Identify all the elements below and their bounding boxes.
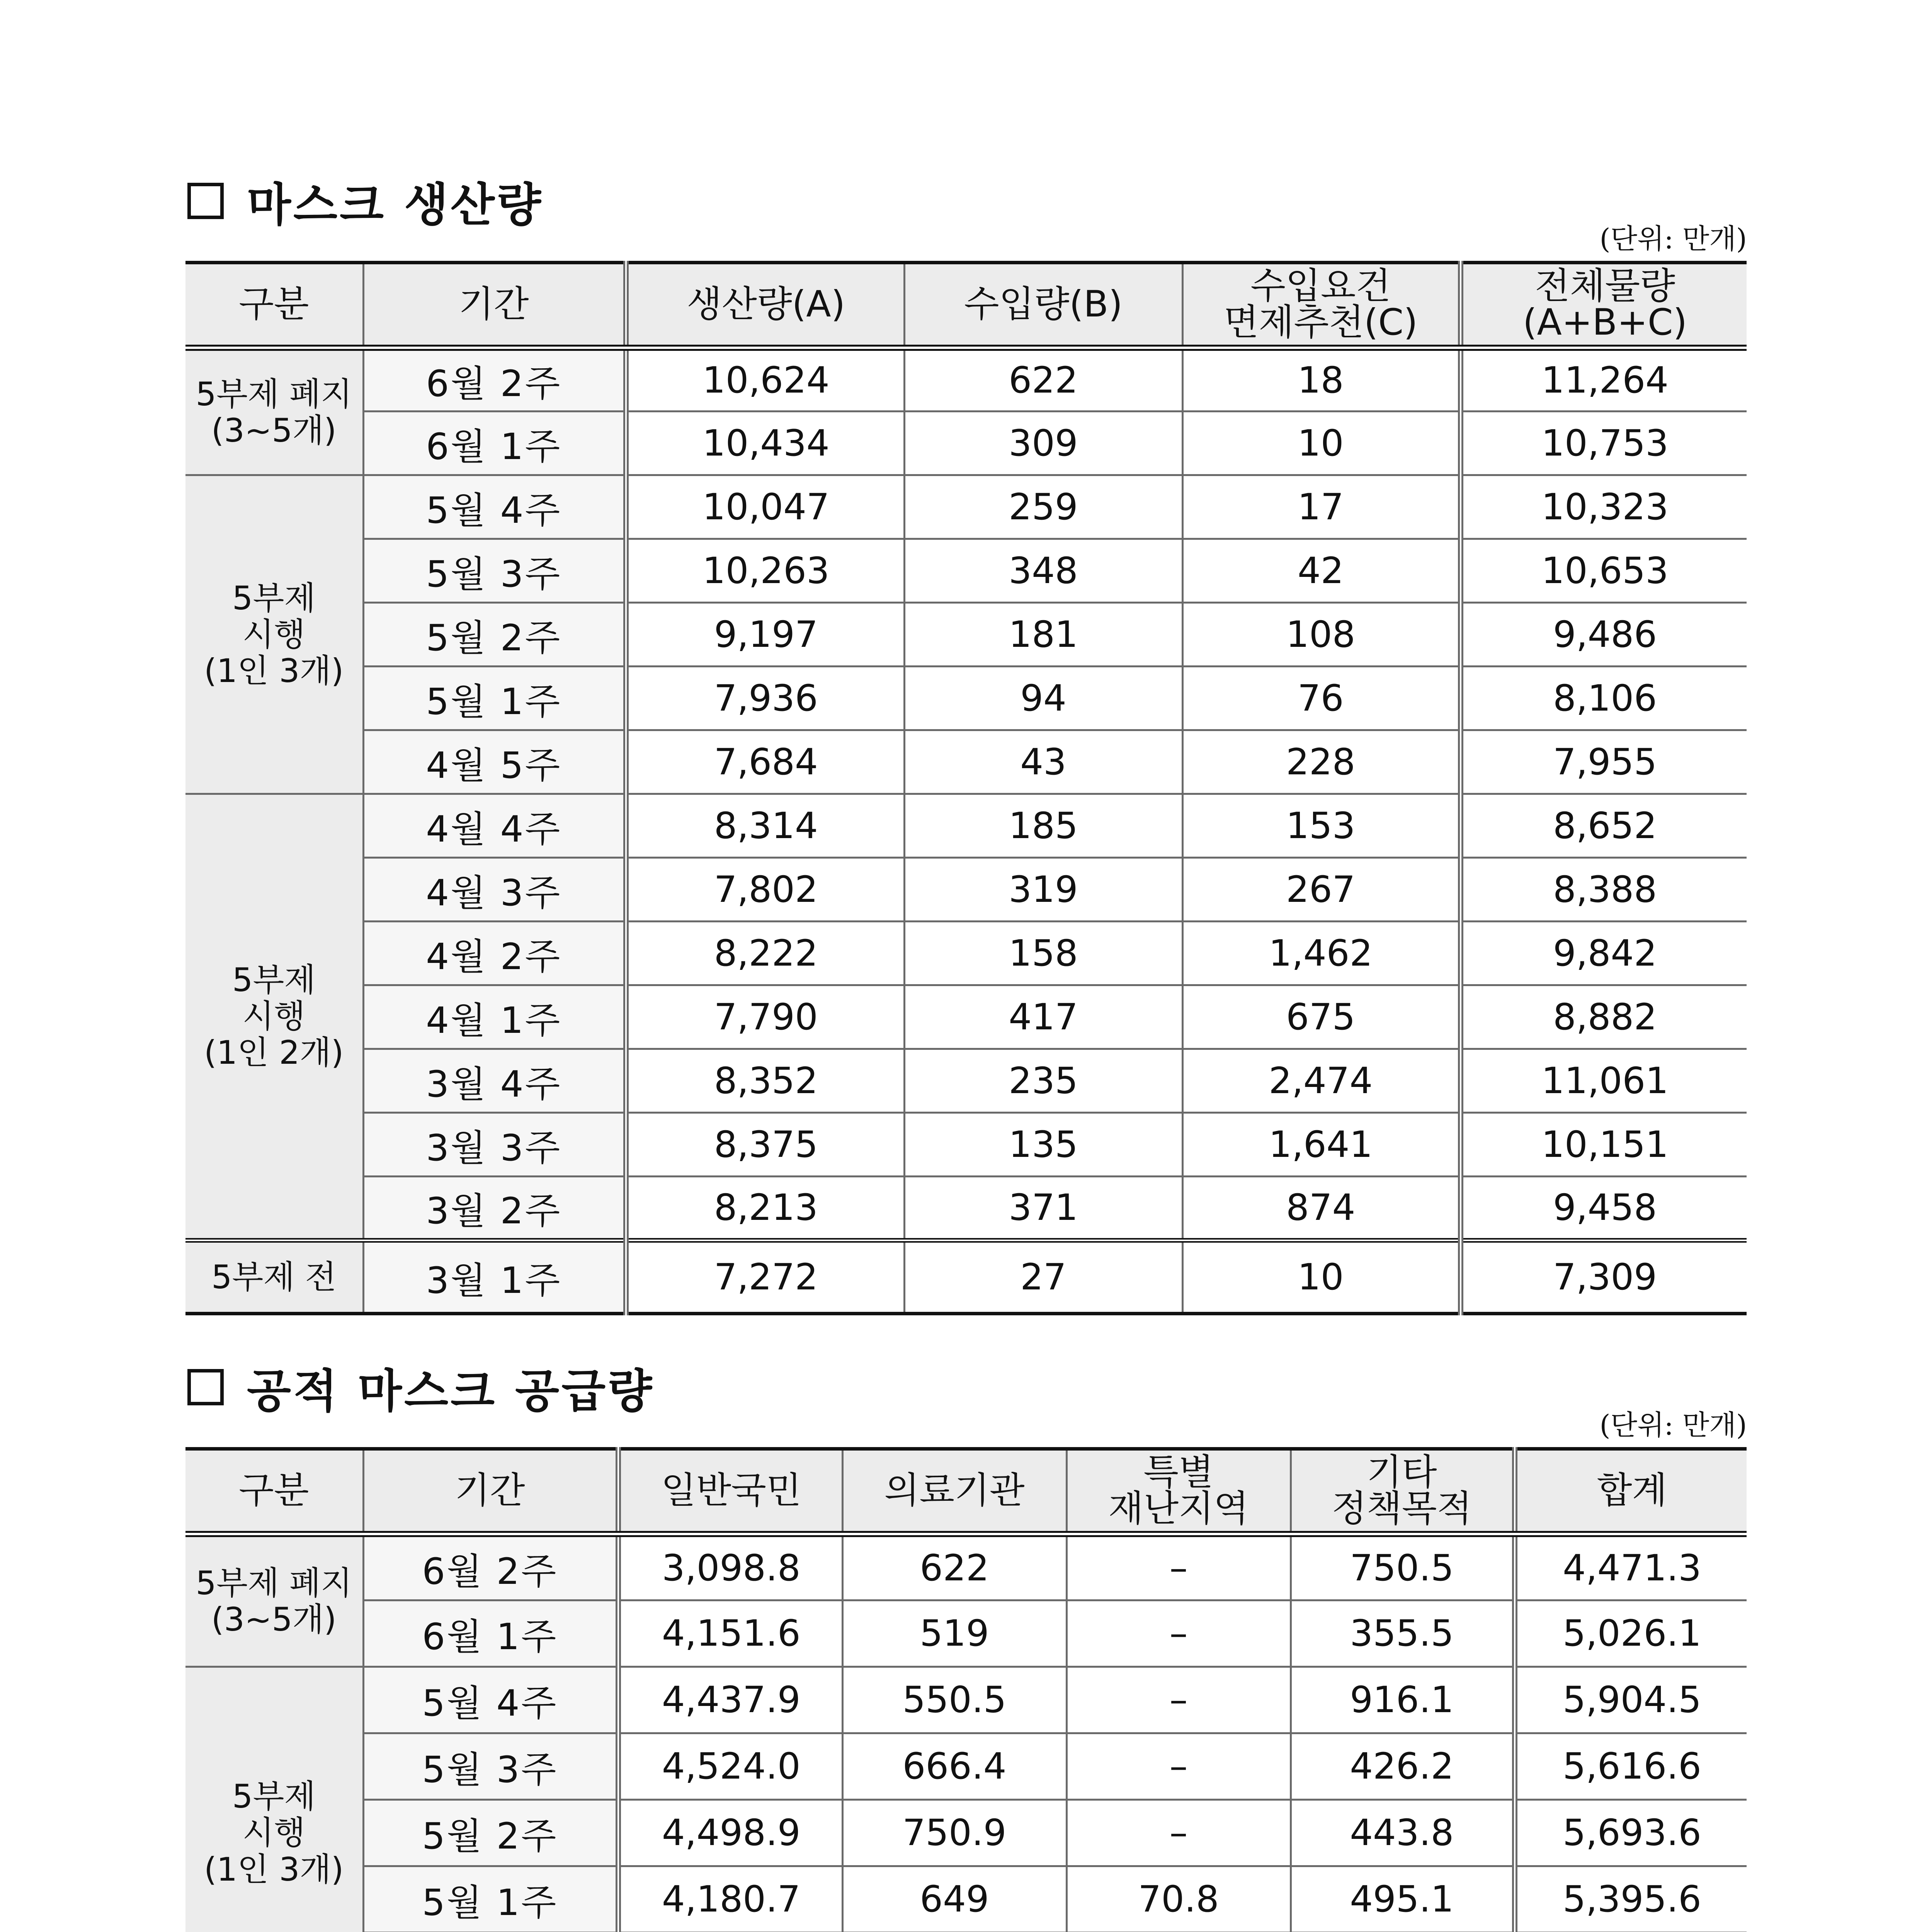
period-cell: 5월 3주 <box>363 1733 618 1800</box>
column-header-line: 면제추천(C) <box>1223 301 1418 344</box>
group-label-line: 5부제 <box>232 961 316 999</box>
value-cell: 7,684 <box>626 730 904 794</box>
value-cell: 443.8 <box>1291 1800 1515 1866</box>
column-header <box>1461 263 1747 348</box>
value-cell: 7,955 <box>1461 730 1747 794</box>
column-header-line: 수입요건 <box>1250 265 1391 307</box>
period-cell: 4월 4주 <box>363 794 626 858</box>
column-header: 합계 <box>1515 1449 1747 1534</box>
value-cell: 1,462 <box>1182 922 1461 985</box>
value-cell: 4,471.3 <box>1515 1534 1747 1600</box>
table-row <box>185 1600 1747 1667</box>
period-cell: 5월 2주 <box>363 603 626 667</box>
value-cell: 622 <box>842 1534 1067 1600</box>
value-cell: 9,458 <box>1461 1177 1747 1240</box>
table-row <box>185 348 1747 412</box>
value-cell: 348 <box>904 539 1182 603</box>
value-cell: 1,641 <box>1182 1113 1461 1177</box>
period-cell: 5월 1주 <box>363 667 626 730</box>
value-cell: 7,272 <box>626 1240 904 1314</box>
table-row <box>185 603 1747 667</box>
value-cell: 9,486 <box>1461 603 1747 667</box>
value-cell: 10 <box>1182 1240 1461 1314</box>
group-label-line: 5부제 전 <box>211 1258 337 1296</box>
public-supply-table <box>185 1447 1747 1932</box>
value-cell: 666.4 <box>842 1733 1067 1800</box>
value-cell: 42 <box>1182 539 1461 603</box>
value-cell: 8,375 <box>626 1113 904 1177</box>
value-cell: – <box>1067 1600 1291 1667</box>
table-row <box>185 412 1747 475</box>
value-cell: 7,936 <box>626 667 904 730</box>
column-header: 기간 <box>363 263 626 348</box>
value-cell: 519 <box>842 1600 1067 1667</box>
column-header: 기간 <box>363 1449 618 1534</box>
period-cell: 5월 2주 <box>363 1800 618 1866</box>
table-row <box>185 922 1747 985</box>
value-cell: 4,180.7 <box>618 1866 842 1932</box>
value-cell: 76 <box>1182 667 1461 730</box>
column-header-line: 정책목적 <box>1332 1487 1472 1530</box>
unit-note: (단위: 만개) <box>1599 1409 1747 1441</box>
value-cell: 8,106 <box>1461 667 1747 730</box>
value-cell: 874 <box>1182 1177 1461 1240</box>
value-cell: 108 <box>1182 603 1461 667</box>
value-cell: 4,498.9 <box>618 1800 842 1866</box>
value-cell: 675 <box>1182 985 1461 1049</box>
value-cell: 750.9 <box>842 1800 1067 1866</box>
period-cell: 4월 1주 <box>363 985 626 1049</box>
period-cell: 6월 1주 <box>363 412 626 475</box>
value-cell: 9,842 <box>1461 922 1747 985</box>
value-cell: 8,314 <box>626 794 904 858</box>
checkbox-square-icon <box>187 183 224 219</box>
group-label-cell <box>185 1240 363 1314</box>
column-header-line: 전체물량 <box>1534 265 1675 307</box>
value-cell: 750.5 <box>1291 1534 1515 1600</box>
value-cell: 5,693.6 <box>1515 1800 1747 1866</box>
section-title-production <box>187 170 543 232</box>
table-row <box>185 1800 1747 1866</box>
group-label-line: (1인 3개) <box>204 1850 344 1888</box>
value-cell: 2,474 <box>1182 1049 1461 1113</box>
table-row <box>185 539 1747 603</box>
value-cell: 235 <box>904 1049 1182 1113</box>
checkbox-square-icon <box>187 1369 224 1405</box>
value-cell: 17 <box>1182 475 1461 539</box>
period-cell: 5월 4주 <box>363 475 626 539</box>
table-row <box>185 667 1747 730</box>
value-cell: 8,882 <box>1461 985 1747 1049</box>
group-label-line: (1인 3개) <box>204 652 344 690</box>
group-label-cell <box>185 475 363 794</box>
value-cell: 10,263 <box>626 539 904 603</box>
value-cell: 10,653 <box>1461 539 1747 603</box>
period-cell: 6월 2주 <box>363 348 626 412</box>
production-table <box>185 261 1747 1315</box>
value-cell: 309 <box>904 412 1182 475</box>
value-cell: – <box>1067 1733 1291 1800</box>
table-row <box>185 985 1747 1049</box>
group-label-line: 5부제 <box>232 579 316 617</box>
value-cell: 10,151 <box>1461 1113 1747 1177</box>
column-header-line: 재난지역 <box>1108 1487 1249 1530</box>
value-cell: 11,264 <box>1461 348 1747 412</box>
value-cell: 550.5 <box>842 1667 1067 1733</box>
column-header: 일반국민 <box>618 1449 842 1534</box>
value-cell: 259 <box>904 475 1182 539</box>
group-label-cell <box>185 348 363 475</box>
value-cell: – <box>1067 1534 1291 1600</box>
value-cell: 4,437.9 <box>618 1667 842 1733</box>
value-cell: 10,047 <box>626 475 904 539</box>
table-row <box>185 1113 1747 1177</box>
group-label-line: 시행 <box>242 997 305 1036</box>
value-cell: 10 <box>1182 412 1461 475</box>
section-title-text: 마스크 생산량 <box>247 178 544 231</box>
value-cell: 10,323 <box>1461 475 1747 539</box>
value-cell: 4,524.0 <box>618 1733 842 1800</box>
period-cell: 4월 3주 <box>363 858 626 922</box>
group-label-cell <box>185 1667 363 1932</box>
period-cell: 5월 1주 <box>363 1866 618 1932</box>
group-label-line: 5부제 폐지 <box>196 375 352 413</box>
group-label-line: (3~5개) <box>211 1600 337 1639</box>
column-header <box>1291 1449 1515 1534</box>
group-label-line: (1인 2개) <box>204 1034 344 1072</box>
value-cell: 3,098.8 <box>618 1534 842 1600</box>
value-cell: 228 <box>1182 730 1461 794</box>
value-cell: 135 <box>904 1113 1182 1177</box>
group-label-line: 시행 <box>242 1814 305 1852</box>
column-header: 생산량(A) <box>626 263 904 348</box>
table-row <box>185 1177 1747 1240</box>
period-cell: 5월 4주 <box>363 1667 618 1733</box>
column-header: 의료기관 <box>842 1449 1067 1534</box>
value-cell: 70.8 <box>1067 1866 1291 1932</box>
value-cell: 43 <box>904 730 1182 794</box>
table-row <box>185 1733 1747 1800</box>
table-row <box>185 475 1747 539</box>
group-label-line: 5부제 폐지 <box>196 1564 352 1602</box>
value-cell: 4,151.6 <box>618 1600 842 1667</box>
value-cell: 371 <box>904 1177 1182 1240</box>
value-cell: 18 <box>1182 348 1461 412</box>
group-label-line: (3~5개) <box>211 412 337 450</box>
group-label-cell <box>185 1534 363 1667</box>
value-cell: 10,434 <box>626 412 904 475</box>
unit-note: (단위: 만개) <box>1599 223 1747 255</box>
column-header-line: 특별 <box>1143 1451 1214 1493</box>
table-row <box>185 794 1747 858</box>
group-label-cell <box>185 794 363 1240</box>
period-cell: 4월 5주 <box>363 730 626 794</box>
value-cell: 495.1 <box>1291 1866 1515 1932</box>
table-row <box>185 1049 1747 1113</box>
value-cell: 7,790 <box>626 985 904 1049</box>
value-cell: – <box>1067 1667 1291 1733</box>
group-label-line: 시행 <box>242 615 305 653</box>
period-cell: 4월 2주 <box>363 922 626 985</box>
value-cell: 916.1 <box>1291 1667 1515 1733</box>
header-row <box>185 1449 1747 1534</box>
period-cell: 3월 1주 <box>363 1240 626 1314</box>
value-cell: 10,753 <box>1461 412 1747 475</box>
value-cell: 27 <box>904 1240 1182 1314</box>
period-cell: 3월 4주 <box>363 1049 626 1113</box>
table-row <box>185 1667 1747 1733</box>
value-cell: 10,624 <box>626 348 904 412</box>
table-row <box>185 1240 1747 1314</box>
value-cell: 426.2 <box>1291 1733 1515 1800</box>
value-cell: 5,026.1 <box>1515 1600 1747 1667</box>
section-title-public-supply <box>187 1356 654 1418</box>
value-cell: 181 <box>904 603 1182 667</box>
value-cell: 649 <box>842 1866 1067 1932</box>
value-cell: 185 <box>904 794 1182 858</box>
value-cell: 8,388 <box>1461 858 1747 922</box>
value-cell: 94 <box>904 667 1182 730</box>
period-cell: 3월 2주 <box>363 1177 626 1240</box>
value-cell: 355.5 <box>1291 1600 1515 1667</box>
value-cell: 622 <box>904 348 1182 412</box>
period-cell: 3월 3주 <box>363 1113 626 1177</box>
period-cell: 6월 1주 <box>363 1600 618 1667</box>
value-cell: 11,061 <box>1461 1049 1747 1113</box>
group-label-line: 5부제 <box>232 1777 316 1816</box>
column-header: 구분 <box>185 263 363 348</box>
value-cell: 5,616.6 <box>1515 1733 1747 1800</box>
section-title-text: 공적 마스크 공급량 <box>247 1364 655 1418</box>
column-header-line: (A+B+C) <box>1522 301 1687 344</box>
value-cell: 7,802 <box>626 858 904 922</box>
value-cell: 319 <box>904 858 1182 922</box>
header-row <box>185 263 1747 348</box>
value-cell: 7,309 <box>1461 1240 1747 1314</box>
period-cell: 6월 2주 <box>363 1534 618 1600</box>
period-cell: 5월 3주 <box>363 539 626 603</box>
table-row <box>185 858 1747 922</box>
value-cell: 8,352 <box>626 1049 904 1113</box>
table-row <box>185 1534 1747 1600</box>
value-cell: 5,904.5 <box>1515 1667 1747 1733</box>
table-row <box>185 730 1747 794</box>
value-cell: 8,222 <box>626 922 904 985</box>
value-cell: 417 <box>904 985 1182 1049</box>
column-header-line: 기타 <box>1366 1451 1437 1493</box>
column-header: 수입량(B) <box>904 263 1182 348</box>
value-cell: – <box>1067 1800 1291 1866</box>
value-cell: 5,395.6 <box>1515 1866 1747 1932</box>
column-header: 구분 <box>185 1449 363 1534</box>
column-header <box>1067 1449 1291 1534</box>
value-cell: 158 <box>904 922 1182 985</box>
value-cell: 9,197 <box>626 603 904 667</box>
column-header <box>1182 263 1461 348</box>
value-cell: 8,652 <box>1461 794 1747 858</box>
value-cell: 267 <box>1182 858 1461 922</box>
value-cell: 153 <box>1182 794 1461 858</box>
value-cell: 8,213 <box>626 1177 904 1240</box>
table-row <box>185 1866 1747 1932</box>
